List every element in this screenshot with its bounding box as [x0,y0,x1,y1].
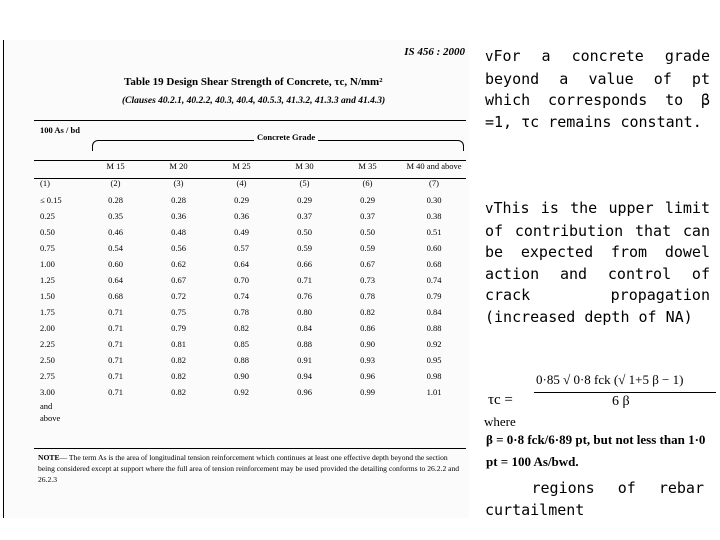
table-header-cell: M 15 [106,160,125,171]
table-row-suffix [34,412,469,424]
table-cell: 0.37 [297,211,312,221]
table-cell: 0.25 [40,211,55,221]
table-cell: 0.95 [426,355,442,365]
fraction-bar [534,392,716,393]
table-row [34,192,469,208]
table-cell: 0.82 [171,387,186,397]
table-cell: 0.29 [234,195,249,205]
table-cell: 1.25 [40,275,55,285]
table-cell: 1.00 [40,259,55,269]
bullet-3-line-3: curtailment [485,500,585,519]
formula-image [484,370,720,480]
table-row [34,368,469,384]
bullet-2-text: This is the upper limit of contribution that can be expected from dowel action and control of crack propagation (increased depth of NA) [485,199,710,326]
table-cell: 0.56 [171,243,186,253]
table-row [34,256,469,272]
table-cell: 0.71 [108,387,123,397]
table-cell: 1.75 [40,307,55,317]
table-row [34,288,469,304]
table-header-cell: M 20 [169,160,188,171]
shear-strength-table [34,158,469,424]
table-cell: 0.71 [108,355,123,365]
table-header-cell: (7) [429,177,439,188]
table-cell: 0.67 [360,259,375,269]
table-cell: 1.01 [426,387,442,397]
table-cell: 0.96 [360,371,375,381]
table-header-cell: M 25 [232,160,251,171]
note-label: NOTE [38,453,60,462]
table-cell: 0.71 [108,323,123,333]
table-cell: 0.82 [360,307,375,317]
table-cell: 0.73 [360,275,375,285]
header-rule [34,160,466,161]
table-cell: 0.71 [108,307,123,317]
table-cell: 0.92 [234,387,249,397]
table-cell: 0.60 [426,243,442,253]
bullet-1 [485,46,710,133]
table-cell: and [40,401,53,411]
table-cell: 3.00 [40,387,55,397]
table-header-cell: M 30 [295,160,314,171]
scanned-table-image [3,40,469,518]
table-cell: 0.66 [297,259,312,269]
table-note [38,452,463,485]
table-cell: 0.93 [360,355,375,365]
table-cell: 0.94 [297,371,312,381]
table-cell: 0.78 [360,291,375,301]
table-cell: 0.71 [108,339,123,349]
table-cell: 0.80 [297,307,312,317]
table-cell: 2.00 [40,323,55,333]
table-cell: 0.98 [426,371,442,381]
table-top-rule [34,120,466,121]
table-cell: 0.91 [297,355,312,365]
table-cell: 0.81 [171,339,186,349]
table-cell: 0.68 [108,291,123,301]
table-cell: 0.99 [360,387,375,397]
table-header-cell: (4) [236,177,247,188]
table-row [34,272,469,288]
bullet-3-line-2: regions of rebar [531,479,704,497]
table-cell: 0.86 [360,323,375,333]
table-cell: 0.29 [360,195,375,205]
table-cell: above [40,413,61,423]
table-cell: 0.90 [360,339,375,349]
table-cell: 2.75 [40,371,55,381]
table-cell: 0.92 [426,339,442,349]
table-cell: 0.88 [426,323,442,333]
diamond-bullet-icon: v [485,201,494,217]
table-cell: 0.71 [108,371,123,381]
table-cell: 0.50 [297,227,312,237]
formula-numerator: 0·85 √ 0·8 fck (√ 1+5 β − 1) [536,372,684,387]
table-cell: ≤ 0.15 [40,195,62,205]
diamond-bullet-icon: v [485,49,494,65]
table-cell: 0.59 [297,243,312,253]
table-row [34,240,469,256]
formula-denominator: 6 β [612,394,630,409]
table-cell: 0.88 [234,355,249,365]
table-cell: 0.85 [234,339,249,349]
note-text: — The term As is the area of longitudinal tension reinforcement which continues at least one effective depth beyond the section being considered except at support where the full area of tension reinforcement may be used provided the detailing conforms to 26.2.2 and 26.2.3 [38,453,460,484]
table-cell: 0.36 [171,211,186,221]
table-cell: 0.79 [426,291,442,301]
table-cell: 0.82 [171,371,186,381]
table-cell: 0.75 [40,243,55,253]
table-cell: 0.37 [360,211,375,221]
formula-pt-definition: pt = 100 As/bwd. [486,454,579,469]
table-cell: 0.82 [234,323,249,333]
table-cell: 0.60 [108,259,123,269]
table-cell: 0.57 [234,243,249,253]
table-cell: 0.62 [171,259,186,269]
table-cell: 0.54 [108,243,123,253]
table-cell: 0.46 [108,227,123,237]
formula-where: where [484,414,516,429]
table-row [34,304,469,320]
table-row-suffix [34,400,469,412]
concrete-grade-header: Concrete Grade [254,132,318,142]
formula-lhs: τc = [488,392,513,408]
table-cell: 0.29 [297,195,312,205]
table-row [34,320,469,336]
table-cell: 0.28 [171,195,186,205]
formula-beta-definition: β = 0·8 fck/6·89 pt, but not less than 1·0 [486,432,706,447]
table-cell: 0.74 [234,291,249,301]
table-header-cell: (3) [173,177,184,188]
table-cell: 0.75 [171,307,186,317]
table-cell: 1.50 [40,291,55,301]
table-cell: 0.96 [297,387,312,397]
table-header-cell: M 35 [358,160,377,171]
table-row [34,336,469,352]
table-cell: 0.50 [40,227,55,237]
table-cell: 2.25 [40,339,55,349]
table-cell: 0.78 [234,307,249,317]
table-cell: 0.49 [234,227,249,237]
pt-column-header: 100 As / bd [40,125,80,135]
table-cell: 0.72 [171,291,186,301]
table-clauses: (Clauses 40.2.1, 40.2.2, 40.3, 40.4, 40.5.3, 41.3.2, 41.3.3 and 41.4.3) [122,96,386,106]
table-row [34,352,469,368]
column-number-row [34,173,469,192]
table-cell: 0.82 [171,355,186,365]
table-title: Table 19 Design Shear Strength of Concrete, τc, N/mm² [124,76,383,88]
bullet-3-tail [485,478,710,521]
table-row [34,208,469,224]
table-cell: 0.90 [234,371,249,381]
header-rule-2 [34,178,466,179]
bullet-2 [485,198,710,370]
table-cell: 0.84 [426,307,442,317]
table-cell: 0.38 [426,211,442,221]
table-cell: 0.71 [297,275,312,285]
table-header-cell: (1) [40,177,50,188]
table-cell: 0.35 [108,211,123,221]
table-cell: 0.28 [108,195,123,205]
table-row [34,384,469,400]
table-cell: 0.68 [426,259,442,269]
table-row [34,224,469,240]
table-cell: 0.64 [234,259,249,269]
table-cell: 0.59 [360,243,375,253]
table-cell: 0.51 [426,227,442,237]
table-cell: 0.48 [171,227,186,237]
table-header-cell: (6) [362,177,373,188]
table-cell: 0.50 [360,227,375,237]
table-header-cell: (5) [299,177,310,188]
table-cell: 0.74 [426,275,442,285]
table-header-cell: M 40 and above [406,160,462,171]
bullet-1-text: For a concrete grade beyond a value of pt which corresponds to β =1, τc remains constant. [485,47,710,131]
table-cell: 0.70 [234,275,249,285]
table-cell: 0.36 [234,211,249,221]
table-cell: 0.76 [297,291,312,301]
table-cell: 2.50 [40,355,55,365]
table-bottom-rule [34,448,466,449]
table-cell: 0.79 [171,323,186,333]
standard-label: IS 456 : 2000 [404,46,465,58]
table-cell: 0.64 [108,275,123,285]
table-cell: 0.84 [297,323,312,333]
table-body [34,192,469,424]
table-cell: 0.67 [171,275,186,285]
table-cell: 0.30 [426,195,442,205]
table-header-cell: (2) [110,177,121,188]
table-cell: 0.88 [297,339,312,349]
